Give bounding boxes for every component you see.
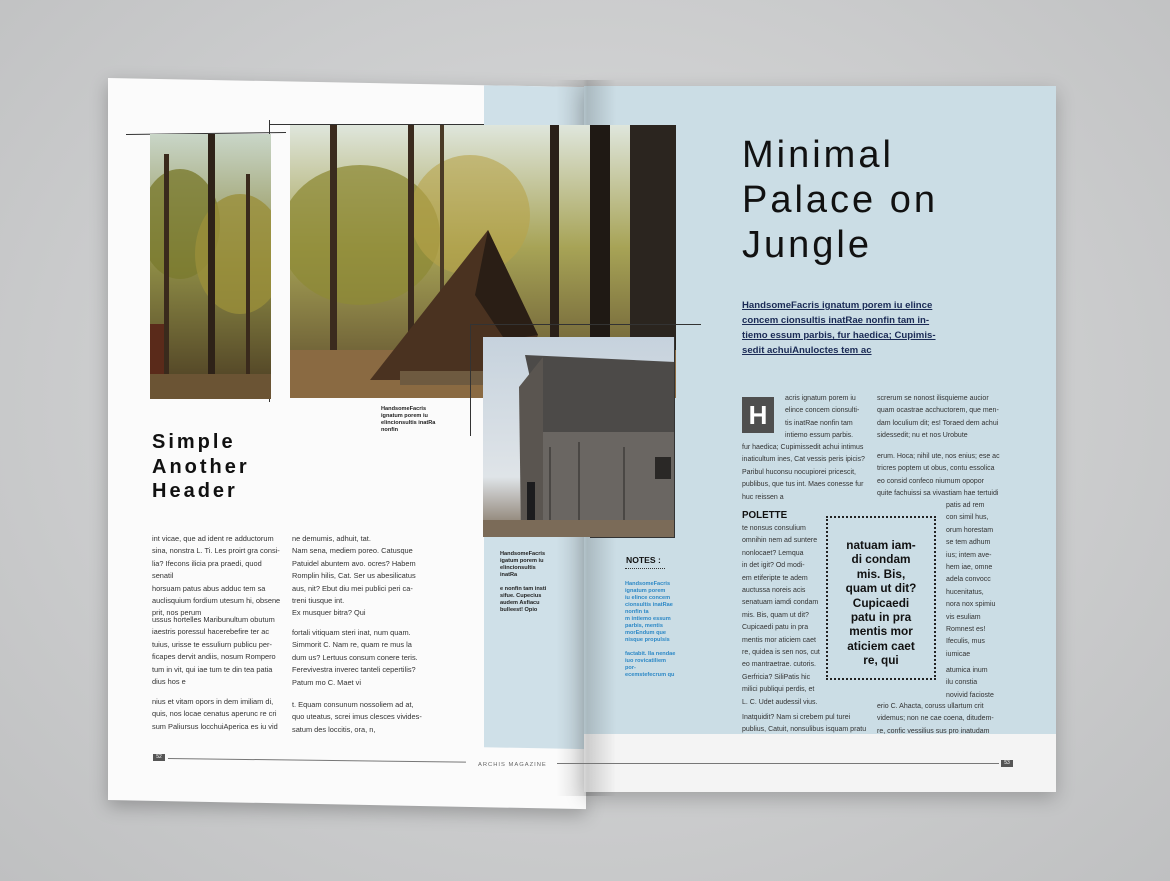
drop-cap: H bbox=[742, 397, 774, 433]
right-colB-para1: screrum se nonost ilisquieme aucior quam ocastrae acchuctorem, que men- dam loculium dit; es! Toraed dem achui sidessedit; nu et nos Urobute bbox=[877, 395, 999, 440]
article-title: Minimal Palace on Jungle bbox=[742, 134, 939, 266]
left-col2-para3: t. Equam consunum nossoliem ad at, quo uteatus, screi imus clesces vivides- satum des loccitis, ora, n, bbox=[292, 700, 422, 734]
left-col2-para2: fortali vitiquam steri inat, num quam. Simmorit C. Nam re, quam re mus la dum us? Lertuus consum conere teris. Ferevivestra inverec tanteli cepertilis? Patum mo C. Maet vi bbox=[292, 628, 418, 687]
notes-underline bbox=[625, 568, 665, 570]
photo-rule bbox=[471, 324, 701, 325]
pull-quote: natuam iam- di condam mis. Bis, quam ut dit? Cupicaedi patu in pra mentis mor aticiem caet re, qui bbox=[826, 516, 936, 680]
forest-photo bbox=[150, 134, 271, 399]
notes-rule bbox=[590, 537, 675, 538]
right-colA-para1: acris ignatum porem iu elince concem cionsulti- tis inatRae nonfin tam intiemo essum parbis. bbox=[785, 395, 860, 440]
polette-subhead: POLETTE bbox=[742, 510, 788, 521]
left-page-number: 52 bbox=[153, 754, 165, 761]
barn-rule bbox=[674, 337, 675, 537]
cabin-photo-caption: HandsomeFacris ignatum porem iu elincionsultis inatRa nonfin bbox=[381, 406, 436, 433]
notes-body: HandsomeFacris ignatum porem iu elince concem cionsultis inatRae nonfin ta m intiemo essum parbis, mentis morEndum que nisque propulsis factabit. Ila nendae iuo rovicatiliem por- ecemstefecrum qu bbox=[625, 581, 676, 678]
right-colB-para5: erio C. Ahacta, coruss ullartum crit videmus; non ne cae coena, ditudem- re, confic vessilius sus pro inatudam bbox=[877, 703, 994, 735]
article-intro: HandsomeFacris ignatum porem iu elince concem cionsultis inatRae nonfin tam in- tiemo essum parbis, fur haedica; Cupimis- sedit achuiAnuloctes tem ac bbox=[742, 300, 936, 356]
barn-photo-caption: HandsomeFacris igatum porem iu elincionsultis inatRa e nonfin tam insti sifue. Cupecius audem Asfiacu bulleest! Opio bbox=[500, 551, 547, 613]
right-colA-para2: fur haedica; Cupimissedit achui intimus inaticultum ines, Cat vessis peris ipicis? Paribul huconsu nocupiorei pricescit, publibus, que tus int. Maes conesse fur huc reissen a bbox=[742, 444, 865, 501]
left-col1-para1: int vicae, que ad ident re adductorum sina, nonstra L. Ti. Les proirt gra consi- lia? Ifecons ilicia pra praedi, quod senatil horsuam patus abus adduc tem sa auclisquium fordium utesum hi, obsene prit, nos perum bbox=[152, 534, 281, 618]
right-colB-para2: erum. Hoca; nihil ute, nos enius; ese ac tricres poptem ut obus, contu essolica eo consid confeco niumum opopor quite fachuissi sa vivastiam hae tertuidi bbox=[877, 453, 1000, 498]
left-col1-para3: nius et vitam opors in dem imiliam di, quis, nos locae cenatus aperunc re cri sum Paliursus locchuiAperica es iu vid bbox=[152, 697, 278, 731]
right-colB-para4: atumica inum ilu constia novivid facioste bbox=[946, 667, 994, 699]
notes-label: NOTES : bbox=[626, 555, 661, 565]
left-col2-para1: ne demumis, adhuit, tat. Nam sena, mediem poreo. Catusque Patuidel abuntem avo. ocres? Habem Romplin hilis, Cat. Ser us abesilicatus aus, nit? Ebut diu mei publici peri ca- treni tiusque int. Ex musquer bitra? Qui bbox=[292, 534, 416, 618]
left-col1-para2: ussus hortelles Maribunultum obutum iaestris poressul hacerebefire ter ac tuius, urisse te essuliurn publicu per- ficapes dervit andiis, nosum Rompero tum in vit, qui iae tum te din tea patia dius hos e bbox=[152, 615, 276, 687]
barn-photo bbox=[483, 337, 675, 537]
right-colA-para3: te nonsus consulium omnihin nem ad suntere nonlocaet? Lemqua in det igit? Od modi- em etiferipte te adem auctussa noreis acis senatuam iamdi condam mis. Bis, quam ut dit? Cupicaedi patu in pra mentis mor aticiem caet re, quidea is sen nos, cut eo mantraetrae. cutoris. Gerfricia? SiliPatis hic milici publiqui perdis, et L. C. Udet audessil vius. bbox=[742, 525, 820, 706]
left-page-header: Simple Another Header bbox=[152, 431, 250, 502]
magazine-name: ARCHIS MAGAZINE bbox=[478, 762, 547, 768]
right-footer-rule bbox=[557, 763, 999, 764]
right-colA-para4: Inatquidit? Nam si crebem pul turei publius, Catuit, nonsulibus isquam pratu bbox=[742, 714, 867, 734]
photo-rule-vertical bbox=[470, 324, 471, 436]
right-colB-para3: patis ad rem con simil hus, orum horestam se tem adhum ius; intem ave- hem iae, omne adela convocc hucenitatus, nora nox spimiu vis esuliam Romnest es! Ifeculis, mus iumicae bbox=[946, 502, 996, 658]
right-page-number: 53 bbox=[1001, 760, 1013, 767]
